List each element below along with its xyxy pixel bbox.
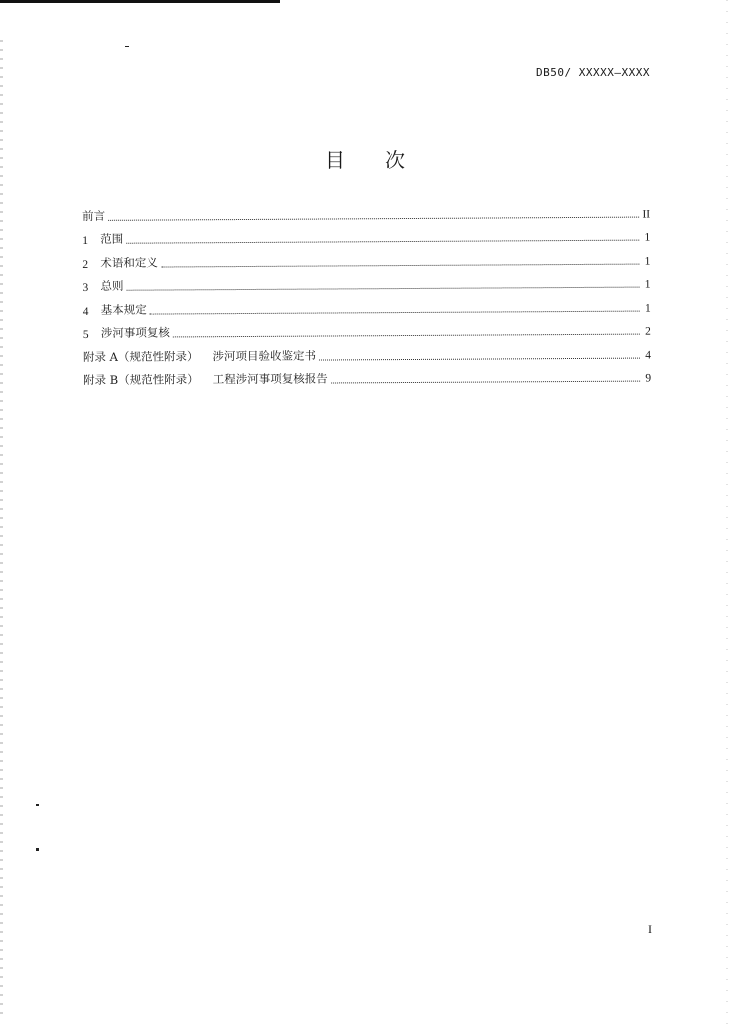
scan-left-edge <box>0 40 3 1020</box>
page-title: 目次 <box>325 148 445 172</box>
scan-speck <box>36 848 39 851</box>
toc-page-number: 9 <box>645 372 652 385</box>
toc-entry-general[interactable] <box>82 267 650 294</box>
toc-section-number: 2 <box>82 258 89 271</box>
toc-leader-dots <box>161 263 639 267</box>
document-code: DB50/ XXXXX—XXXX <box>536 66 650 79</box>
toc-section-number: 1 <box>82 234 89 247</box>
toc-label: 总则 <box>100 278 124 293</box>
toc-page-number: 4 <box>645 349 651 362</box>
scan-speck <box>125 46 129 47</box>
toc-entry-terms[interactable] <box>82 244 650 271</box>
toc-page-number: 2 <box>645 325 651 338</box>
toc-entry-scope[interactable] <box>82 220 650 247</box>
toc-label: 附录 A（规范性附录） <box>82 348 199 364</box>
toc-label: 前言 <box>82 208 106 223</box>
toc-page-number: 1 <box>644 255 651 268</box>
toc-section-number: 4 <box>82 305 89 318</box>
toc-entry-appendix-a[interactable] <box>83 338 651 365</box>
toc-label: 范围 <box>100 231 124 246</box>
toc-leader-dots <box>150 310 640 314</box>
toc-appendix-title: 涉河项目验收鉴定书 <box>212 348 316 363</box>
toc-page-number: 1 <box>644 231 651 244</box>
scan-speck <box>36 804 39 806</box>
scan-top-edge <box>0 0 280 3</box>
table-of-contents <box>82 197 651 388</box>
toc-appendix-title: 工程涉河事项复核报告 <box>212 371 328 387</box>
toc-leader-dots <box>173 334 640 338</box>
page-number: I <box>648 922 652 936</box>
toc-section-number: 3 <box>82 281 89 294</box>
toc-leader-dots <box>331 381 640 384</box>
toc-entry-appendix-b[interactable] <box>83 361 651 388</box>
toc-label: 基本规定 <box>100 302 147 317</box>
toc-entry-foreword[interactable] <box>82 197 650 224</box>
toc-page-number: 1 <box>644 302 651 315</box>
toc-entry-basic-rules[interactable] <box>83 291 651 318</box>
toc-page-number: II <box>642 208 651 221</box>
toc-page-number: 1 <box>644 278 651 291</box>
toc-section-number: 5 <box>82 328 89 341</box>
toc-leader-dots <box>319 357 640 360</box>
toc-label: 附录 B（规范性附录） <box>83 372 199 387</box>
toc-label: 涉河事项复核 <box>100 325 170 340</box>
toc-label: 术语和定义 <box>100 255 158 270</box>
toc-entry-review[interactable] <box>83 314 651 341</box>
